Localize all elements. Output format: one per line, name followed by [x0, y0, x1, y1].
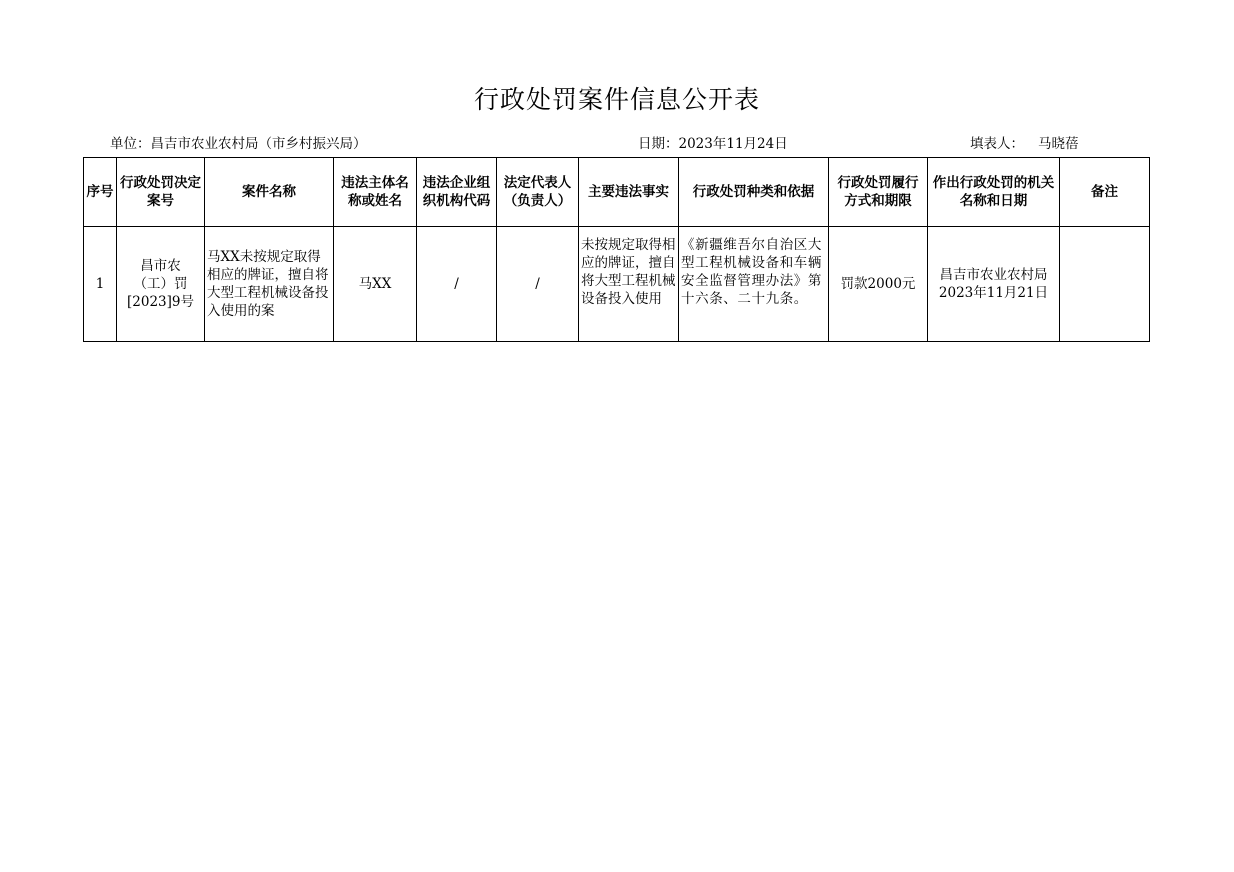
header-basis: 行政处罚种类和依据 — [679, 158, 829, 227]
case-number-line: （工）罚 — [133, 276, 188, 292]
page-title: 行政处罚案件信息公开表 — [473, 85, 760, 114]
header-case-number: 行政处罚决定案号 — [117, 158, 205, 227]
cell-org-code: / — [417, 227, 497, 342]
filler-info — [970, 132, 1079, 152]
cell-execution: 罚款2000元 — [829, 227, 928, 342]
header-remark: 备注 — [1060, 158, 1150, 227]
case-number-line: 昌市农 — [140, 258, 181, 274]
cell-basis: 《新疆维吾尔自治区大型工程机械设备和车辆安全监督管理办法》第十六条、二十九条。 — [679, 227, 829, 342]
header-facts: 主要违法事实 — [579, 158, 679, 227]
cell-facts: 未按规定取得相应的牌证，擅自将大型工程机械设备投入使用 — [579, 227, 679, 342]
cell-legal-rep: / — [497, 227, 579, 342]
cell-seq: 1 — [84, 227, 117, 342]
cell-authority — [928, 227, 1060, 342]
table-row — [84, 227, 1150, 342]
header-subject: 违法主体名称或姓名 — [334, 158, 417, 227]
cell-subject: 马XX — [334, 227, 417, 342]
case-number-line: [2023]9号 — [127, 294, 194, 310]
header-seq: 序号 — [84, 158, 117, 227]
header-authority: 作出行政处罚的机关名称和日期 — [928, 158, 1060, 227]
date-label: 日期：2023年11月24日 — [638, 136, 788, 152]
header-org-code: 违法企业组织机构代码 — [417, 158, 497, 227]
cell-case-name: 马XX未按规定取得相应的牌证，擅自将大型工程机械设备投入使用的案 — [205, 227, 334, 342]
penalty-info-table — [83, 157, 1150, 342]
header-row — [84, 158, 1150, 227]
cell-case-number — [117, 227, 205, 342]
authority-date: 2023年11月21日 — [938, 285, 1049, 301]
header-case-name: 案件名称 — [205, 158, 334, 227]
header-execution: 行政处罚履行方式和期限 — [829, 158, 928, 227]
cell-remark — [1060, 227, 1150, 342]
unit-label: 单位：昌吉市农业农村局（市乡村振兴局） — [110, 136, 367, 152]
header-legal-rep: 法定代表人（负责人） — [497, 158, 579, 227]
filler-name: 马晓蓓 — [1038, 136, 1079, 152]
filler-label: 填表人： — [970, 136, 1024, 152]
authority-name: 昌吉市农业农村局 — [939, 267, 1048, 283]
